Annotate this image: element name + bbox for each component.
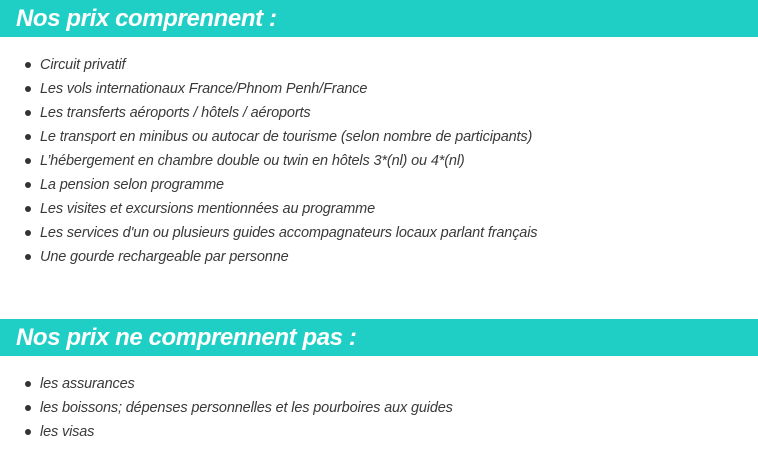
- section-title-included: Nos prix comprennent :: [16, 5, 277, 32]
- bullet-dot-icon: [25, 206, 31, 212]
- list-item: [0, 396, 453, 420]
- bullet-dot-icon: [25, 158, 31, 164]
- list-item: [0, 197, 537, 221]
- section-header-not-included: [0, 319, 758, 356]
- bullet-dot-icon: [25, 254, 31, 260]
- list-item-text: Circuit privatif: [40, 57, 126, 73]
- bullet-dot-icon: [25, 405, 31, 411]
- included-list: [0, 53, 537, 269]
- list-item-text: Les services d'un ou plusieurs guides accompagnateurs locaux parlant français: [40, 225, 538, 241]
- list-item: [0, 221, 537, 245]
- bullet-dot-icon: [25, 182, 31, 188]
- list-item: [0, 77, 537, 101]
- list-item-text: Les transferts aéroports / hôtels / aéroports: [40, 105, 311, 121]
- list-item-text: Les visites et excursions mentionnées au programme: [40, 201, 376, 217]
- bullet-dot-icon: [25, 110, 31, 116]
- list-item-text: les assurances: [40, 376, 135, 392]
- list-item: [0, 372, 453, 396]
- list-item: [0, 420, 453, 444]
- list-item: [0, 173, 537, 197]
- list-item: [0, 245, 537, 269]
- list-item-text: les boissons; dépenses personnelles et les pourboires aux guides: [40, 400, 453, 416]
- bullet-dot-icon: [25, 381, 31, 387]
- bullet-dot-icon: [25, 429, 31, 435]
- list-item-text: L’hébergement en chambre double ou twin en hôtels 3*(nl) ou 4*(nl): [40, 153, 465, 169]
- list-item: [0, 149, 537, 173]
- bullet-dot-icon: [25, 86, 31, 92]
- list-item-text: La pension selon programme: [40, 177, 224, 193]
- list-item: [0, 53, 537, 77]
- bullet-dot-icon: [25, 134, 31, 140]
- list-item-text: les visas: [40, 424, 95, 440]
- not-included-list: [0, 372, 453, 444]
- bullet-dot-icon: [25, 62, 31, 68]
- bullet-dot-icon: [25, 230, 31, 236]
- section-header-included: [0, 0, 758, 37]
- list-item-text: Le transport en minibus ou autocar de tourisme (selon nombre de participants): [40, 129, 533, 145]
- section-title-not-included: Nos prix ne comprennent pas :: [16, 324, 357, 351]
- list-item: [0, 101, 537, 125]
- list-item-text: Une gourde rechargeable par personne: [40, 249, 289, 265]
- list-item: [0, 125, 537, 149]
- list-item-text: Les vols internationaux France/Phnom Penh/France: [40, 81, 368, 97]
